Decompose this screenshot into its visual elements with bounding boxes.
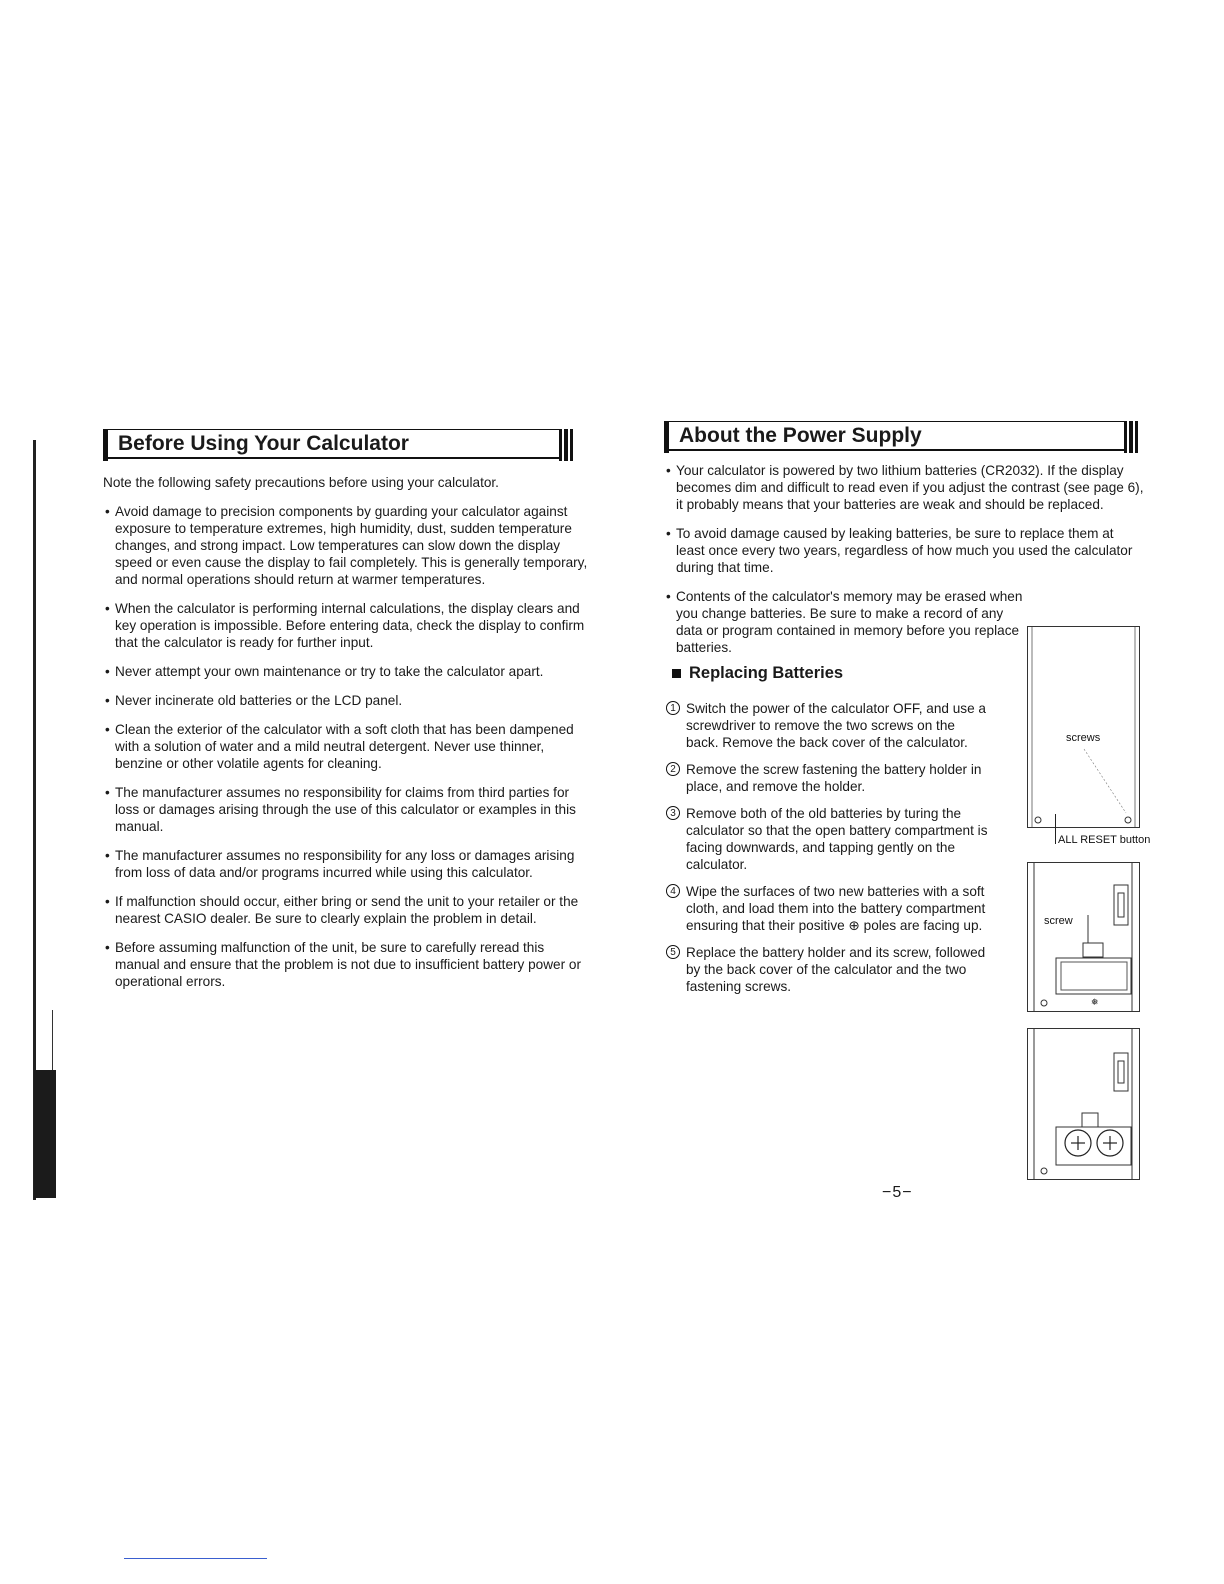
step-text: Remove both of the old batteries by turing the calculator so that the open battery compartment is facing downwards, and tapping gently on the calculator. [686, 806, 988, 872]
subheading-text: Replacing Batteries [689, 664, 844, 682]
reset-button-label: ALL RESET button [1058, 834, 1151, 846]
page-spine-shadow [34, 1070, 56, 1198]
left-title-text: Before Using Your Calculator [118, 432, 409, 455]
list-item: • Contents of the calculator's memory may be erased when you change batteries. Be sure to make a record of any data or program contained in memory before you replace batteries. [664, 588, 1028, 656]
list-item: • The manufacturer assumes no responsibility for claims from third parties for loss or damages arising through the use of this calculator or examples in this manual. [103, 784, 591, 835]
svg-text:❅: ❅ [1091, 997, 1099, 1007]
right-section-title [664, 421, 1138, 453]
right-title-text: About the Power Supply [679, 424, 922, 447]
title-bar-end [559, 429, 573, 461]
batteries-drawing [1028, 1029, 1139, 1179]
list-item [666, 700, 988, 751]
battery-holder-drawing [1028, 863, 1139, 1011]
screw-label: screw [1044, 915, 1073, 927]
step-number-icon: 4 [666, 884, 680, 898]
step-text: Wipe the surfaces of two new batteries with a soft cloth, and load them into the battery compartment ensuring that their positive ⊕ poles are facing up. [686, 884, 986, 933]
battery-steps-list [666, 700, 988, 1005]
title-underline [669, 449, 1126, 451]
list-item [666, 761, 988, 795]
list-item [666, 944, 988, 995]
step-number-icon: 5 [666, 945, 680, 959]
list-item: • Clean the exterior of the calculator with a soft cloth that has been dampened with a solution of water and a mild neutral detergent. Never use thinner, benzine or other volatile agents for cleaning. [103, 721, 591, 772]
back-cover-drawing [1028, 627, 1139, 827]
list-item: • Before assuming malfunction of the unit, be sure to carefully reread this manual and ensure that the problem is not due to insufficient battery power or operational errors. [103, 939, 591, 990]
list-item: • The manufacturer assumes no responsibility for any loss or damages arising from loss of data and/or programs incurred while using this calculator. [103, 847, 591, 881]
step-text: Replace the battery holder and its screw, followed by the back cover of the calculator and the two fastening screws. [686, 945, 986, 994]
title-underline [108, 457, 561, 459]
page-number: −5− [882, 1184, 913, 1201]
step-number-icon: 2 [666, 762, 680, 776]
batteries-installed-figure [1027, 1028, 1140, 1180]
step-number-icon: 3 [666, 806, 680, 820]
left-intro: Note the following safety precautions before using your calculator. [103, 475, 499, 490]
list-item: • Never attempt your own maintenance or try to take the calculator apart. [103, 663, 591, 680]
battery-holder-figure [1027, 862, 1140, 1012]
list-item: • If malfunction should occur, either bring or send the unit to your retailer or the nearest CASIO dealer. Be sure to clearly explain the problem in detail. [103, 893, 591, 927]
list-item [666, 805, 988, 873]
step-text: Switch the power of the calculator OFF, and use a screwdriver to remove the two screws on the back. Remove the back cover of the calculator. [686, 701, 986, 750]
title-bar-end [1124, 421, 1138, 453]
title-overline [108, 429, 561, 430]
left-section-title [103, 429, 573, 461]
list-item: • When the calculator is performing internal calculations, the display clears and key operation is impossible. Before entering data, check the display to confirm that the calculator is ready for further input. [103, 600, 591, 651]
title-overline [669, 421, 1126, 422]
left-column [103, 474, 591, 1002]
back-cover-figure [1027, 626, 1140, 828]
reset-pointer-line [1055, 814, 1056, 844]
list-item: • To avoid damage caused by leaking batteries, be sure to replace them at least once every two years, regardless of how much you used the calculator during that time. [664, 525, 1144, 576]
list-item [666, 883, 988, 934]
square-bullet-icon [672, 669, 681, 678]
list-item: • Your calculator is powered by two lithium batteries (CR2032). If the display becomes dim and difficult to read even if you adjust the contrast (see page 6), it probably means that your batteries are weak and should be replaced. [664, 462, 1144, 513]
replacing-batteries-heading [672, 664, 843, 683]
step-text: Remove the screw fastening the battery holder in place, and remove the holder. [686, 762, 982, 794]
screws-label: screws [1066, 732, 1101, 744]
step-number-icon: 1 [666, 701, 680, 715]
list-item: • Avoid damage to precision components by guarding your calculator against exposure to temperature extremes, high humidity, dust, sudden temperature changes, and strong impact. Low temperatures can slow down the display speed or even cause the display to fail completely. This is generally temporary, and normal operations should return at warmer temperatures. [103, 503, 591, 588]
list-item: • Never incinerate old batteries or the LCD panel. [103, 692, 591, 709]
left-bullet-list [103, 503, 591, 990]
bottom-blue-line [124, 1558, 267, 1559]
